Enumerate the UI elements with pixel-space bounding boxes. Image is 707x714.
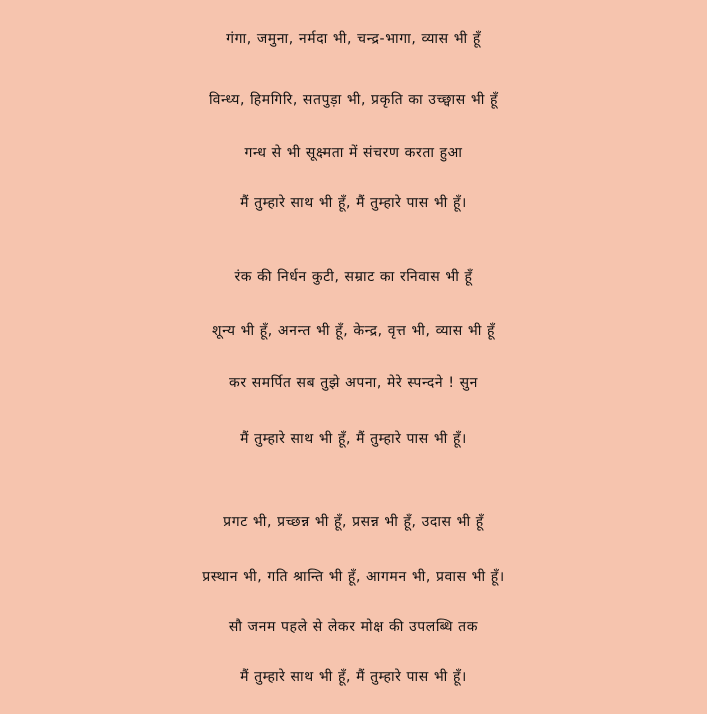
poem-refrain-line: मैं तुम्हारे साथ भी हूँ, मैं तुम्हारे पास भी हूँ। — [240, 195, 467, 211]
poem-refrain-line: मैं तुम्हारे साथ भी हूँ, मैं तुम्हारे पास भी हूँ। — [240, 431, 467, 447]
poem-line: गंगा, जमुना, नर्मदा भी, चन्द्र-भागा, व्यास भी हूँ — [226, 31, 481, 47]
poem-line: गन्ध से भी सूक्ष्मता में संचरण करता हुआ — [244, 145, 463, 161]
poem-line: शून्य भी हूँ, अनन्त भी हूँ, केन्द्र, वृत्त भी, व्यास भी हूँ — [211, 323, 496, 339]
poem-line: कर समर्पित सब तुझे अपना, मेरे स्पन्दने ! सुन — [228, 375, 479, 391]
poem-line: रंक की निर्धन कुटी, सम्राट का रनिवास भी हूँ — [234, 269, 473, 285]
poem-refrain-line: मैं तुम्हारे साथ भी हूँ, मैं तुम्हारे पास भी हूँ। — [240, 669, 467, 685]
poem-line: विन्ध्य, हिमगिरि, सतपुड़ा भी, प्रकृति का उच्छ्वास भी हूँ — [208, 92, 499, 108]
poem-line: प्रस्थान भी, गति श्रान्ति भी हूँ, आगमन भी, प्रवास भी हूँ। — [202, 569, 505, 585]
poem-line: प्रगट भी, प्रच्छन्न भी हूँ, प्रसन्न भी हूँ, उदास भी हूँ — [223, 514, 484, 530]
poem-line: सौ जनम पहले से लेकर मोक्ष की उपलब्धि तक — [228, 619, 479, 635]
